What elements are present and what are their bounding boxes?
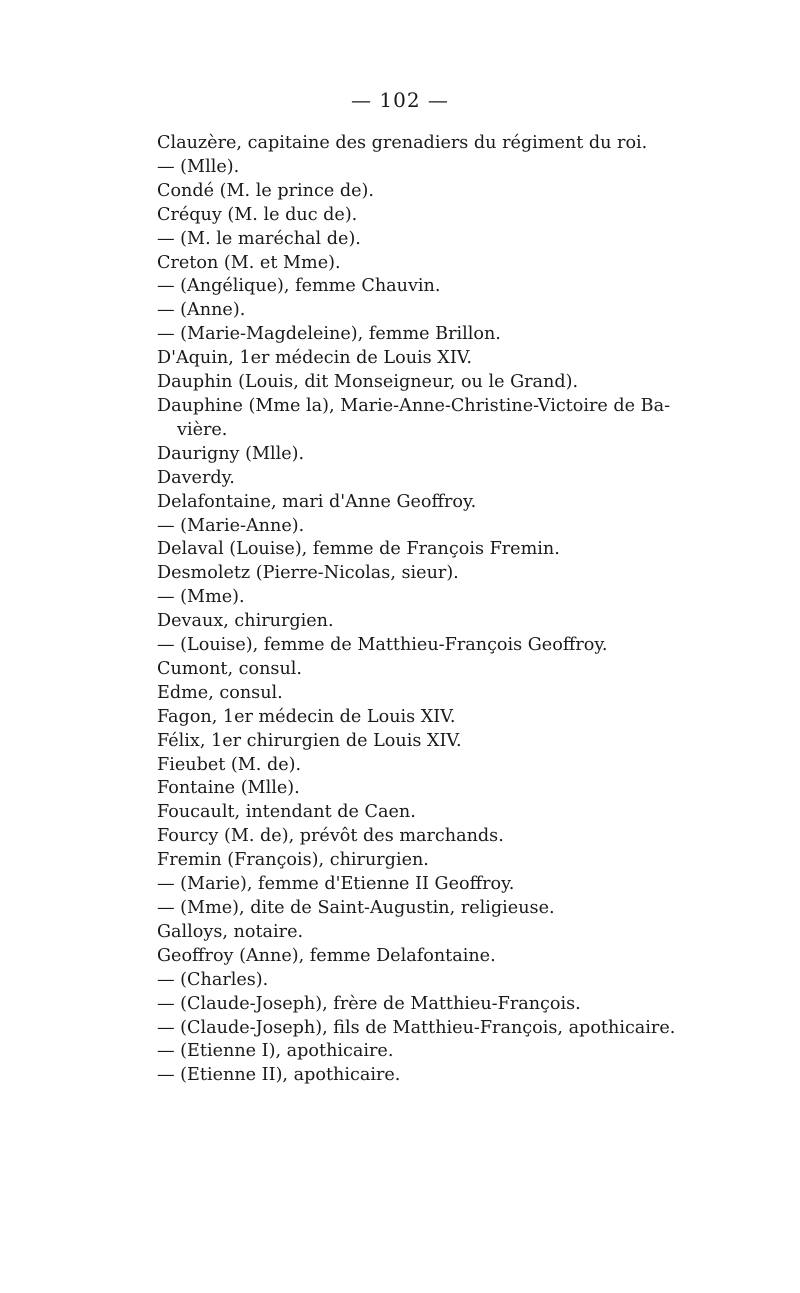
index-entry: Geoffroy (Anne), femme Delafontaine. — [157, 945, 496, 966]
index-entry: — (Anne). — [157, 300, 246, 321]
index-entry: Fourcy (M. de), prévôt des marchands. — [157, 826, 504, 847]
index-entry: — (Claude-Joseph), frère de Matthieu-François. — [157, 993, 581, 1014]
index-entry: Daverdy. — [157, 467, 235, 488]
index-entry: D'Aquin, 1er médecin de Louis XIV. — [157, 348, 472, 369]
index-entry: Devaux, chirurgien. — [157, 611, 334, 632]
index-entry: Cumont, consul. — [157, 658, 303, 679]
index-entry: Dauphine (Mme la), Marie-Anne-Christine-Victoire de Ba- — [157, 395, 671, 416]
index-entry: Créquy (M. le duc de). — [157, 204, 358, 225]
index-entry: — (Angélique), femme Chauvin. — [157, 276, 441, 297]
index-entry: — (Etienne I), apothicaire. — [157, 1041, 394, 1062]
index-entry: Fontaine (Mlle). — [157, 778, 300, 799]
index-entry: Condé (M. le prince de). — [157, 180, 374, 201]
index-entry: — (Marie-Magdeleine), femme Brillon. — [157, 324, 501, 345]
index-entry: — (Mlle). — [157, 156, 240, 177]
index-entry: Creton (M. et Mme). — [157, 252, 341, 273]
index-entry: Delafontaine, mari d'Anne Geoffroy. — [157, 491, 477, 512]
index-entry-list — [157, 132, 676, 1088]
page-number: — 102 — — [351, 88, 449, 112]
index-entry: Fieubet (M. de). — [157, 754, 302, 775]
index-entry: Clauzère, capitaine des grenadiers du régiment du roi. — [157, 133, 648, 153]
index-entry: — (Etienne II), apothicaire. — [157, 1065, 401, 1086]
index-entry: Galloys, notaire. — [157, 921, 304, 942]
index-entry: — (Marie-Anne). — [157, 515, 305, 536]
index-entry: — (Charles). — [157, 969, 269, 990]
index-entry: — (Marie), femme d'Etienne II Geoffroy. — [157, 874, 515, 895]
index-entry-continuation: vière. — [177, 419, 228, 440]
index-entry: — (Claude-Joseph), fils de Matthieu-François, apothicaire. — [157, 1017, 676, 1038]
index-entry: Fremin (François), chirurgien. — [157, 850, 429, 871]
index-entry: Delaval (Louise), femme de François Fremin. — [157, 539, 560, 560]
index-entry: Félix, 1er chirurgien de Louis XIV. — [157, 730, 462, 751]
index-entry: — (M. le maréchal de). — [157, 228, 361, 249]
index-entry: Edme, consul. — [157, 682, 283, 703]
index-entry: Desmoletz (Pierre-Nicolas, sieur). — [157, 563, 459, 584]
index-entry: Foucault, intendant de Caen. — [157, 802, 416, 823]
index-entry: Daurigny (Mlle). — [157, 443, 305, 464]
index-entry: — (Mme). — [157, 587, 245, 608]
index-entry: — (Mme), dite de Saint-Augustin, religieuse. — [157, 898, 555, 918]
index-entry: — (Louise), femme de Matthieu-François Geoffroy. — [157, 635, 608, 656]
index-entry: Dauphin (Louis, dit Monseigneur, ou le Grand). — [157, 372, 579, 393]
index-entry: Fagon, 1er médecin de Louis XIV. — [157, 706, 456, 727]
